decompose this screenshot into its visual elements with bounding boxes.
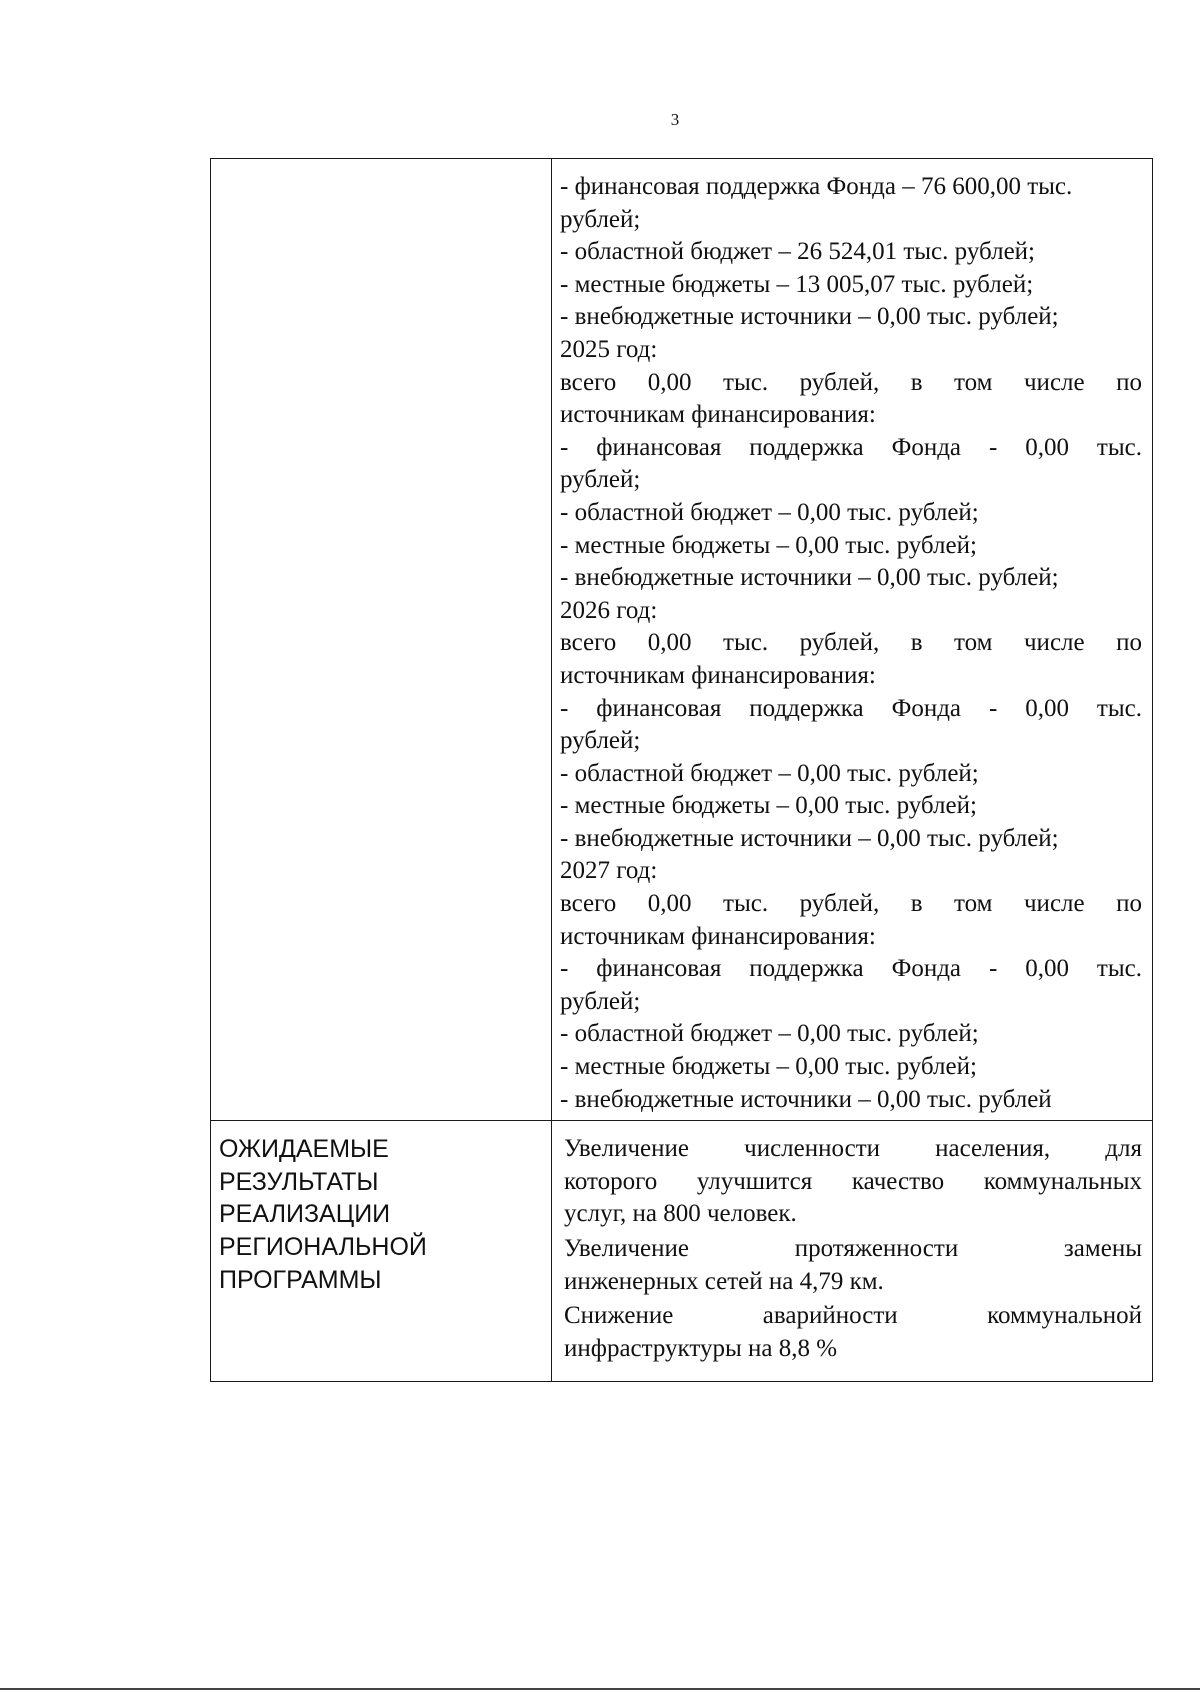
results-heading-line: РЕГИОНАЛЬНОЙ bbox=[219, 1233, 427, 1261]
result-line: Снижение аварийности коммунальной bbox=[564, 1302, 1142, 1330]
financing-line: - местные бюджеты – 13 005,07 тыс. рублей; bbox=[560, 270, 1034, 298]
financing-line: источникам финансирования: bbox=[560, 661, 876, 689]
financing-line: всего 0,00 тыс. рублей, в том числе по bbox=[560, 890, 1142, 918]
results-heading-line: ПРОГРАММЫ bbox=[219, 1265, 382, 1294]
financing-line: - местные бюджеты – 0,00 тыс. рублей; bbox=[560, 792, 977, 820]
financing-label-cell bbox=[211, 159, 552, 1121]
financing-line: рублей; bbox=[560, 727, 641, 755]
financing-line: - финансовая поддержка Фонда - 0,00 тыс. bbox=[560, 433, 1142, 461]
page-number: 3 bbox=[670, 110, 680, 129]
financing-line: - местные бюджеты – 0,00 тыс. рублей; bbox=[560, 531, 977, 559]
results-heading-cell bbox=[211, 1121, 552, 1382]
financing-cell bbox=[552, 159, 1153, 1121]
result-item-population bbox=[564, 1133, 1142, 1231]
financing-row bbox=[211, 159, 1153, 1121]
year-heading: 2026 год: bbox=[560, 596, 658, 624]
financing-line: - областной бюджет – 26 524,01 тыс. рублей; bbox=[560, 238, 1035, 266]
results-heading-line: ОЖИДАЕМЫЕ bbox=[219, 1135, 389, 1164]
result-line: инфраструктуры на 8,8 % bbox=[564, 1334, 838, 1362]
financing-line: - внебюджетные источники – 0,00 тыс. рублей; bbox=[560, 303, 1059, 331]
financing-line: рублей; bbox=[560, 987, 641, 1015]
financing-line: - финансовая поддержка Фонда - 0,00 тыс. bbox=[560, 955, 1142, 983]
results-heading-line: РЕАЛИЗАЦИИ bbox=[219, 1200, 391, 1229]
financing-line: источникам финансирования: bbox=[560, 922, 876, 950]
financing-line: - местные бюджеты – 0,00 тыс. рублей; bbox=[560, 1053, 977, 1081]
result-line: Увеличение численности населения, для bbox=[564, 1135, 1142, 1163]
year-heading: 2027 год: bbox=[560, 857, 658, 885]
result-item-networks bbox=[564, 1233, 1142, 1298]
results-heading-line: РЕЗУЛЬТАТЫ bbox=[219, 1167, 379, 1196]
results-row bbox=[211, 1121, 1153, 1382]
year-heading: 2025 год: bbox=[560, 335, 658, 363]
financing-line: - областной бюджет – 0,00 тыс. рублей; bbox=[560, 759, 979, 787]
financing-line: - финансовая поддержка Фонда – 76 600,00 тыс. bbox=[560, 173, 1073, 200]
page-bottom-rule bbox=[0, 1688, 1200, 1690]
financing-line: рублей; bbox=[560, 466, 641, 494]
result-line: Увеличение протяженности замены bbox=[564, 1235, 1142, 1262]
financing-line: рублей; bbox=[560, 205, 641, 233]
results-cell bbox=[552, 1121, 1153, 1382]
financing-line: - внебюджетные источники – 0,00 тыс. рублей bbox=[560, 1085, 1052, 1113]
financing-line: - внебюджетные источники – 0,00 тыс. рублей; bbox=[560, 824, 1059, 852]
financing-line: - финансовая поддержка Фонда - 0,00 тыс. bbox=[560, 694, 1142, 722]
financing-line: - областной бюджет – 0,00 тыс. рублей; bbox=[560, 1020, 979, 1048]
result-line: которого улучшится качество коммунальных bbox=[564, 1167, 1142, 1195]
financing-line: источникам финансирования: bbox=[560, 401, 876, 429]
passport-table bbox=[210, 158, 1153, 1382]
result-item-accidents bbox=[564, 1300, 1142, 1365]
result-line: услуг, на 800 человек. bbox=[564, 1200, 797, 1228]
result-line: инженерных сетей на 4,79 км. bbox=[564, 1267, 884, 1295]
financing-line: - внебюджетные источники – 0,00 тыс. рублей; bbox=[560, 564, 1059, 592]
financing-line: всего 0,00 тыс. рублей, в том числе по bbox=[560, 368, 1142, 396]
financing-line: всего 0,00 тыс. рублей, в том числе по bbox=[560, 629, 1142, 657]
financing-line: - областной бюджет – 0,00 тыс. рублей; bbox=[560, 498, 979, 526]
